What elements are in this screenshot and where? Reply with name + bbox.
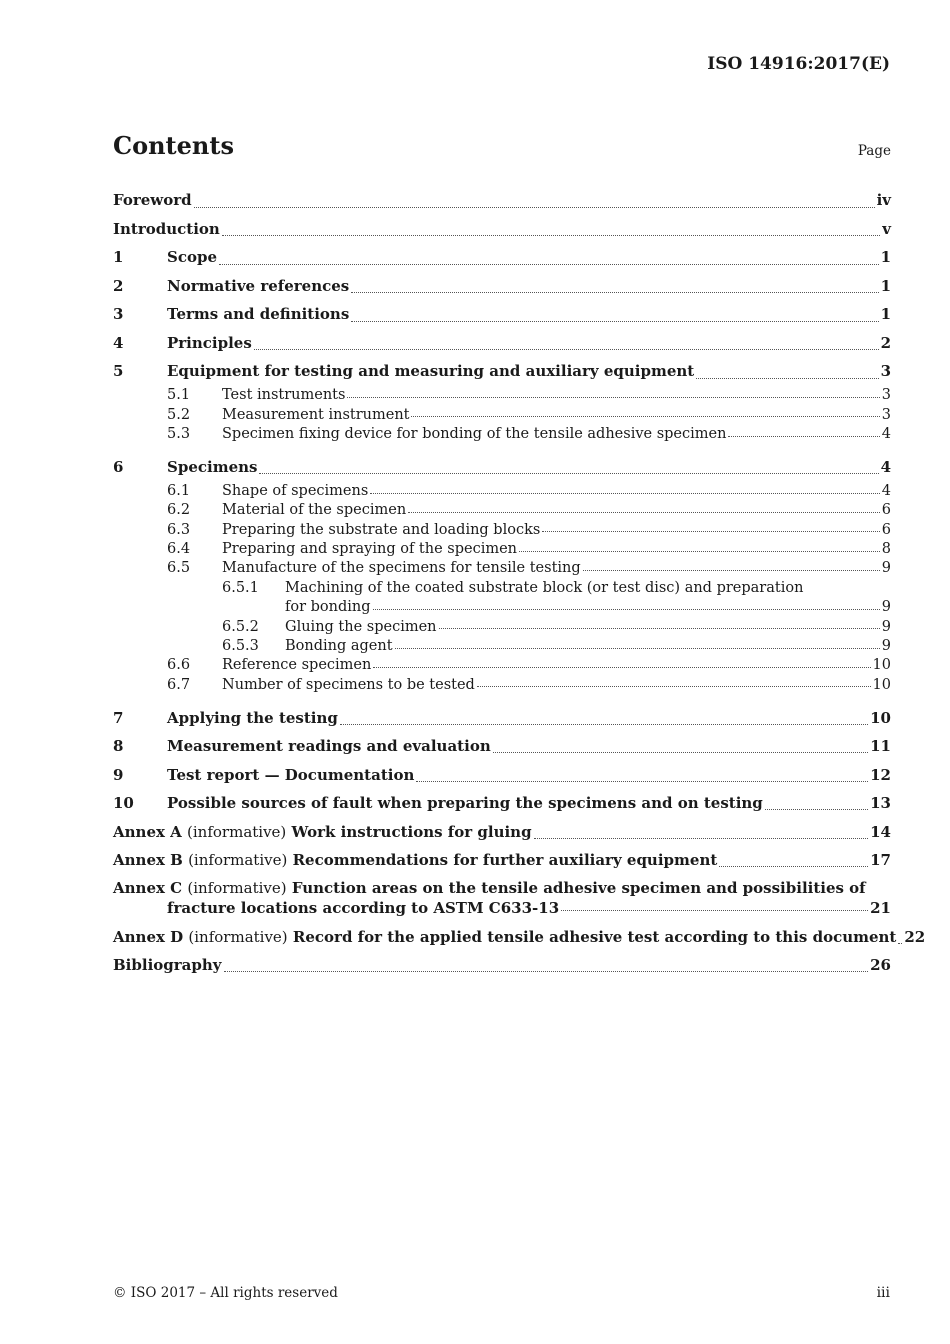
toc-title-continued: fracture locations according to ASTM C633-13 xyxy=(167,899,560,918)
dot-leader xyxy=(370,493,879,494)
toc-title: Function areas on the tensile adhesive specimen and possibilities of xyxy=(291,879,866,898)
toc-page: 9 xyxy=(881,637,891,654)
toc-number: 1 xyxy=(113,248,124,267)
toc-entry-annex-d[interactable] xyxy=(113,922,926,951)
toc-page: iv xyxy=(876,191,891,210)
toc-page: 14 xyxy=(870,822,891,841)
dot-leader xyxy=(373,609,880,610)
toc-title: Principles xyxy=(167,333,252,352)
dot-leader xyxy=(477,686,871,687)
toc-title: Gluing the specimen xyxy=(285,618,437,635)
toc-number: 2 xyxy=(113,276,124,295)
toc-title: Record for the applied tensile adhesive test according to this document xyxy=(292,927,897,946)
toc-page: 17 xyxy=(870,851,891,870)
toc-title: Foreword xyxy=(113,191,192,210)
dot-leader xyxy=(411,416,879,417)
toc-entry-6-5-1[interactable] xyxy=(113,578,891,617)
toc-title: Measurement readings and evaluation xyxy=(167,737,491,756)
toc-title: Test instruments xyxy=(222,387,346,404)
toc-page: 13 xyxy=(870,794,891,813)
toc-number: 10 xyxy=(113,794,134,813)
table-of-contents xyxy=(113,186,926,979)
toc-title: Specimen fixing device for bonding of the tensile adhesive specimen xyxy=(222,425,727,442)
toc-page: 4 xyxy=(880,457,891,476)
toc-page: 1 xyxy=(880,248,891,267)
toc-title: Recommendations for further auxiliary equipment xyxy=(292,851,718,870)
toc-entry-foreword[interactable] xyxy=(113,186,891,215)
dot-leader xyxy=(898,943,902,944)
toc-page: 6 xyxy=(881,502,891,519)
toc-number: 6.3 xyxy=(167,521,191,538)
dot-leader xyxy=(416,781,868,782)
toc-entry-annex-c[interactable] xyxy=(113,878,891,918)
toc-entry-6-1[interactable] xyxy=(113,481,891,500)
toc-title: Measurement instrument xyxy=(222,406,410,423)
document-id: ISO 14916:2017(E) xyxy=(707,54,890,74)
toc-entry-5-1[interactable] xyxy=(113,386,891,405)
toc-number: 4 xyxy=(113,333,124,352)
toc-title: Bonding agent xyxy=(285,637,393,654)
toc-title: Test report — Documentation xyxy=(167,765,415,784)
toc-entry-5[interactable] xyxy=(113,357,891,386)
toc-entry-annex-b[interactable] xyxy=(113,846,891,875)
toc-page: 9 xyxy=(881,560,891,577)
toc-title: Preparing the substrate and loading blocks xyxy=(222,521,541,538)
toc-page: 11 xyxy=(870,737,891,756)
annex-label: Annex C xyxy=(113,879,183,898)
dot-leader xyxy=(765,809,868,810)
toc-entry-7[interactable] xyxy=(113,703,891,732)
toc-entry-6-4[interactable] xyxy=(113,539,891,558)
toc-title: Possible sources of fault when preparing the specimens and on testing xyxy=(167,794,763,813)
page-column-label: Page xyxy=(857,143,891,159)
toc-number: 6.5.1 xyxy=(222,579,259,596)
toc-page: 2 xyxy=(880,333,891,352)
toc-number: 6.5 xyxy=(167,560,191,577)
toc-number: 5.2 xyxy=(167,406,191,423)
toc-entry-4[interactable] xyxy=(113,329,891,358)
toc-entry-6[interactable] xyxy=(113,453,891,482)
dot-leader xyxy=(224,971,869,972)
toc-number: 6 xyxy=(113,457,124,476)
toc-title: Shape of specimens xyxy=(222,482,369,499)
toc-entry-6-5-2[interactable] xyxy=(113,617,891,636)
toc-page: 1 xyxy=(880,276,891,295)
toc-page: 10 xyxy=(872,676,891,693)
toc-page: 1 xyxy=(880,305,891,324)
dot-leader xyxy=(519,551,880,552)
toc-page: 12 xyxy=(870,765,891,784)
toc-page: 22 xyxy=(904,927,926,946)
toc-title: Normative references xyxy=(167,276,350,295)
contents-heading: Contents xyxy=(113,131,234,160)
toc-page: 10 xyxy=(870,708,891,727)
toc-entry-8[interactable] xyxy=(113,732,891,761)
toc-page: 4 xyxy=(881,425,891,442)
annex-label: Annex A xyxy=(113,822,182,841)
toc-entry-5-2[interactable] xyxy=(113,405,891,424)
toc-entry-5-3[interactable] xyxy=(113,424,891,443)
toc-page: 9 xyxy=(881,599,891,616)
toc-page: 3 xyxy=(881,387,891,404)
dot-leader xyxy=(439,628,880,629)
dot-leader xyxy=(340,724,868,725)
toc-number: 6.5.3 xyxy=(222,637,259,654)
toc-title: Machining of the coated substrate block (or test disc) and preparation xyxy=(285,579,804,596)
toc-entry-6-5-3[interactable] xyxy=(113,636,891,655)
toc-entry-3[interactable] xyxy=(113,300,891,329)
toc-number: 6.2 xyxy=(167,502,191,519)
toc-title: Scope xyxy=(167,248,218,267)
toc-entry-6-6[interactable] xyxy=(113,656,891,675)
toc-title: Preparing and spraying of the specimen xyxy=(222,541,518,558)
toc-number: 5.1 xyxy=(167,387,191,404)
dot-leader xyxy=(493,752,868,753)
toc-page: 6 xyxy=(881,521,891,538)
toc-title-continued: for bonding xyxy=(285,599,371,616)
toc-entry-2[interactable] xyxy=(113,272,891,301)
dot-leader xyxy=(408,512,880,513)
toc-page: 3 xyxy=(881,406,891,423)
dot-leader xyxy=(351,292,878,293)
toc-entry-10[interactable] xyxy=(113,789,891,818)
toc-page: 4 xyxy=(881,482,891,499)
toc-number: 9 xyxy=(113,765,124,784)
toc-entry-6-7[interactable] xyxy=(113,675,891,694)
toc-page: v xyxy=(882,219,891,238)
toc-entry-1[interactable] xyxy=(113,243,891,272)
toc-title: Work instructions for gluing xyxy=(291,822,532,841)
toc-entry-6-2[interactable] xyxy=(113,501,891,520)
toc-page: 21 xyxy=(870,899,891,918)
dot-leader xyxy=(728,436,879,437)
dot-leader xyxy=(351,321,878,322)
dot-leader xyxy=(542,531,879,532)
toc-number: 5.3 xyxy=(167,425,191,442)
toc-number: 6.5.2 xyxy=(222,618,259,635)
toc-entry-6-5[interactable] xyxy=(113,559,891,578)
toc-number: 6.1 xyxy=(167,482,191,499)
toc-entry-introduction[interactable] xyxy=(113,215,891,244)
annex-kind: (informative) xyxy=(188,851,288,870)
toc-title: Terms and definitions xyxy=(167,305,350,324)
dot-leader xyxy=(534,838,869,839)
toc-number: 5 xyxy=(113,362,124,381)
toc-page: 9 xyxy=(881,618,891,635)
dot-leader xyxy=(583,570,880,571)
dot-leader xyxy=(194,207,875,208)
toc-page: 8 xyxy=(881,541,891,558)
toc-title: Number of specimens to be tested xyxy=(222,676,475,693)
toc-title: Manufacture of the specimens for tensile testing xyxy=(222,560,581,577)
annex-label: Annex B xyxy=(113,851,183,870)
toc-title: Specimens xyxy=(167,457,258,476)
toc-page: 26 xyxy=(870,956,891,975)
toc-number: 6.6 xyxy=(167,657,191,674)
toc-title: Material of the specimen xyxy=(222,502,407,519)
annex-kind: (informative) xyxy=(188,927,288,946)
annex-kind: (informative) xyxy=(187,879,287,898)
toc-page: 10 xyxy=(872,657,891,674)
dot-leader xyxy=(222,235,880,236)
dot-leader xyxy=(347,397,879,398)
toc-number: 6.4 xyxy=(167,541,191,558)
toc-entry-6-3[interactable] xyxy=(113,520,891,539)
page-number: iii xyxy=(876,1285,890,1301)
dot-leader xyxy=(561,910,868,911)
toc-page: 3 xyxy=(880,362,891,381)
copyright-notice: © ISO 2017 – All rights reserved xyxy=(113,1285,338,1301)
dot-leader xyxy=(219,264,879,265)
dot-leader xyxy=(719,866,868,867)
toc-title: Introduction xyxy=(113,219,220,238)
toc-number: 7 xyxy=(113,708,124,727)
annex-label: Annex D xyxy=(113,927,184,946)
dot-leader xyxy=(696,378,878,379)
toc-title: Reference specimen xyxy=(222,657,372,674)
dot-leader xyxy=(259,473,878,474)
dot-leader xyxy=(254,349,879,350)
annex-kind: (informative) xyxy=(187,822,287,841)
toc-entry-9[interactable] xyxy=(113,760,891,789)
toc-entry-annex-a[interactable] xyxy=(113,817,891,846)
toc-entry-bibliography[interactable] xyxy=(113,951,891,980)
toc-number: 8 xyxy=(113,737,124,756)
toc-number: 6.7 xyxy=(167,676,191,693)
dot-leader xyxy=(395,648,880,649)
toc-title: Bibliography xyxy=(113,956,222,975)
dot-leader xyxy=(373,667,870,668)
toc-title: Applying the testing xyxy=(167,708,338,727)
toc-title: Equipment for testing and measuring and auxiliary equipment xyxy=(167,362,695,381)
toc-number: 3 xyxy=(113,305,124,324)
